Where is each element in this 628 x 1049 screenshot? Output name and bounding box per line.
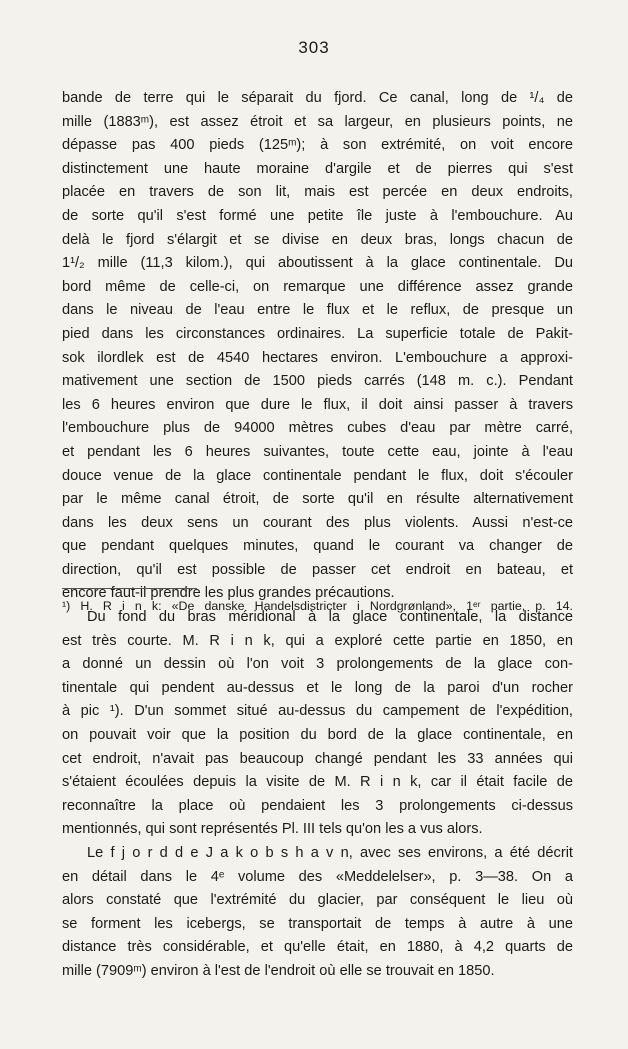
text-line: en détail dans le 4ᵉ volume des «Meddelelser», p. 3—38. On a xyxy=(62,868,573,885)
text-line: a donné un dessin où l'on voit 3 prolongements de la glace con- xyxy=(62,656,573,673)
text-line: distinctement une haute moraine d'argile et de pierres qui s'est xyxy=(62,160,573,177)
text-line: dépasse pas 400 pieds (125ᵐ); à son extrémité, on voit encore xyxy=(62,137,573,154)
text-line: et pendant les 6 heures suivantes, toute cette eau, jointe à l'eau xyxy=(62,443,573,460)
text-line: on pouvait voir que la position du bord de la glace continentale, en xyxy=(62,727,573,744)
text-line: pied dans les circonstances ordinaires. La superficie totale de Pakit- xyxy=(62,325,573,342)
text-line: à pic ¹). D'un sommet situé au-dessus du campement de l'expédition, xyxy=(62,703,573,720)
footnote: ¹) H. R i n k: «De danske Handelsdistricter i Nordgrønland», 1ᵉʳ partie, p. 14. xyxy=(62,599,573,613)
text-line: est très courte. M. R i n k, qui a exploré cette partie en 1850, en xyxy=(62,632,573,649)
text-line: cet endroit, n'avait pas beaucoup changé pendant les 33 années qui xyxy=(62,750,573,767)
text-line: Du fond du bras méridional à la glace continentale, la distance xyxy=(87,609,573,626)
text-line: direction, qu'il est possible de passer cet endroit en bateau, et xyxy=(62,561,573,578)
text-line: sok ilordlek est de 4540 hectares environ. L'embouchure a approxi- xyxy=(62,349,573,366)
text-line: l'embouchure plus de 94000 mètres cubes d'eau par mètre carré, xyxy=(62,420,573,437)
page-number: 303 xyxy=(298,38,330,57)
text-line: mentionnés, qui sont représentés Pl. III tels qu'on les a vus alors. xyxy=(62,821,483,838)
body-text xyxy=(62,87,573,984)
text-line: placée en travers de son lit, mais est percée en deux endroits, xyxy=(62,184,573,201)
text-line: 1¹/₂ mille (11,3 kilom.), qui aboutissent à la glace continentale. Du xyxy=(62,255,573,272)
text-line: s'étaient écoulées depuis la visite de M. R i n k, car il était facile de xyxy=(62,774,573,791)
text-line: dans le niveau de l'eau entre le flux et le reflux, de presque un xyxy=(62,302,573,319)
text-line: reconnaître la place où pendaient les 3 prolongements ci-dessus xyxy=(62,797,573,814)
text-line: mille (1883ᵐ), est assez étroit et sa largeur, en plusieurs points, ne xyxy=(62,113,573,130)
footnote-separator xyxy=(62,588,197,589)
text-line: dans les deux sens un courant des plus violents. Aussi n'est-ce xyxy=(62,514,573,531)
text-line: tinentale qui pendent au-dessus et le long de la paroi d'un rocher xyxy=(62,679,573,696)
text-line: distance très considérable, et qu'elle était, en 1880, à 4,2 quarts de xyxy=(62,939,573,956)
text-line: de sorte qu'il s'est formé une petite île juste à l'embouchure. Au xyxy=(62,207,573,224)
text-line: que pendant quelques minutes, quand le courant va changer de xyxy=(62,538,573,555)
text-line: delà le fjord s'élargit et se divise en deux bras, longs chacun de xyxy=(62,231,573,248)
text-line: par le même canal étroit, de sorte qu'il en résulte alternativement xyxy=(62,491,573,508)
text-line: encore faut-il prendre les plus grandes précautions. xyxy=(62,585,395,602)
text-line: mativement une section de 1500 pieds carrés (148 m. c.). Pendant xyxy=(62,373,573,390)
text-line: se forment les icebergs, se transportait de temps à autre à une xyxy=(62,915,573,932)
text-line: douce venue de la glace continentale pendant le flux, doit s'écouler xyxy=(62,467,573,484)
text-line: bord même de celle-ci, on remarque une différence assez grande xyxy=(62,278,573,295)
text-line: mille (7909ᵐ) environ à l'est de l'endroit où elle se trouvait en 1850. xyxy=(62,962,495,979)
text-line: les 6 heures environ que dure le flux, il doit ainsi passer à travers xyxy=(62,396,573,413)
text-line: Le f j o r d d e J a k o b s h a v n, avec ses environs, a été décrit xyxy=(87,845,573,861)
text-line: alors constaté que l'extrémité du glacier, par conséquent le lieu où xyxy=(62,892,573,909)
text-line: bande de terre qui le séparait du fjord. Ce canal, long de ¹/₄ de xyxy=(62,90,573,106)
